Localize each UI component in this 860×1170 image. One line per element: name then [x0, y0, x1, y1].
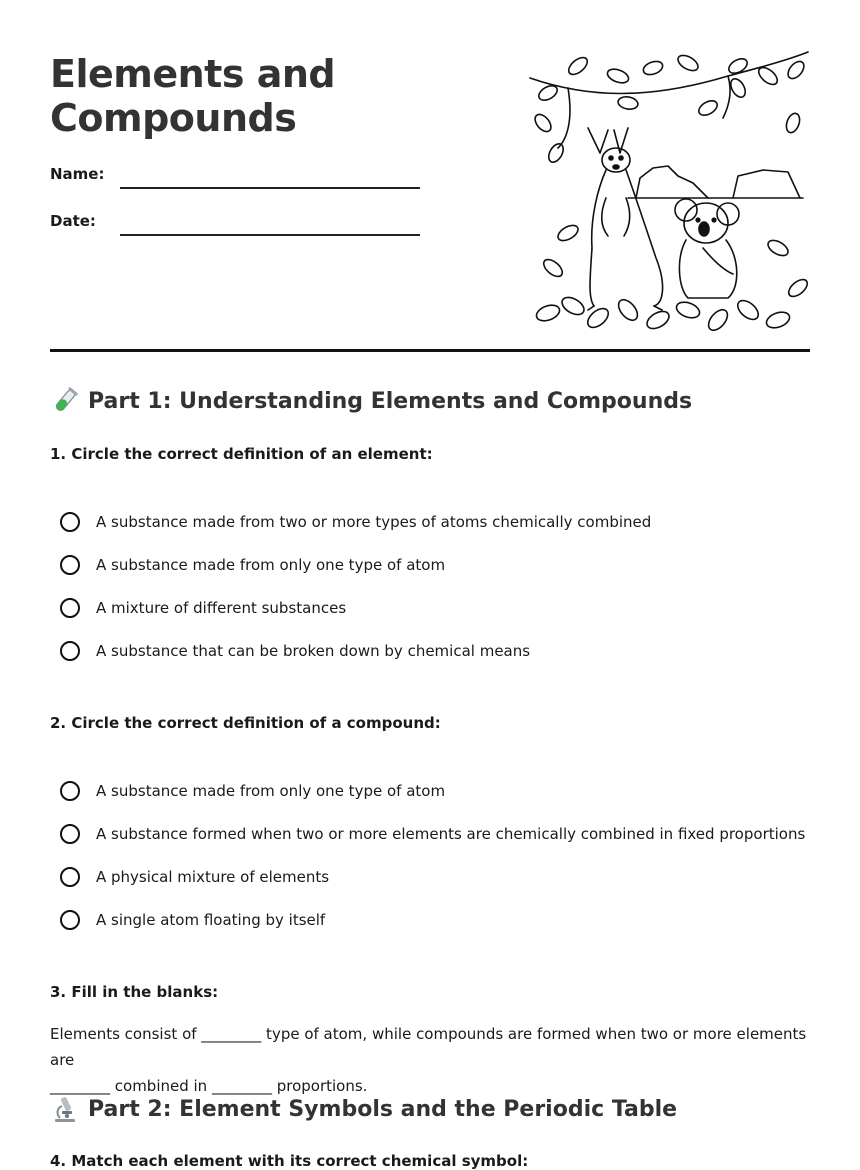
- option-text: A physical mixture of elements: [96, 868, 330, 886]
- answer-circle[interactable]: [60, 910, 80, 930]
- part1-heading-text: Part 1: Understanding Elements and Compounds: [88, 388, 693, 414]
- option-text: A single atom floating by itself: [96, 911, 326, 929]
- date-field[interactable]: [50, 212, 96, 230]
- header-divider: [50, 349, 810, 352]
- part2-heading-text: Part 2: Element Symbols and the Periodic Table: [88, 1096, 678, 1122]
- title-line-1: Elements and: [50, 52, 336, 96]
- q1-prompt: 1. Circle the correct definition of an element:: [50, 445, 433, 463]
- leaf-cluster-bottom: [534, 222, 810, 333]
- q2-option-1[interactable]: [60, 781, 445, 801]
- kangaroo: [588, 128, 663, 310]
- q4-prompt: 4. Match each element with its correct chemical symbol:: [50, 1152, 529, 1170]
- microscope-icon: [50, 1094, 80, 1124]
- q2-prompt: 2. Circle the correct definition of a compound:: [50, 714, 441, 732]
- option-text: A substance made from only one type of atom: [96, 556, 446, 574]
- answer-circle[interactable]: [60, 555, 80, 575]
- test-tube-icon: [50, 386, 80, 416]
- leaf-cluster-top: [532, 52, 807, 164]
- answer-circle[interactable]: [60, 781, 80, 801]
- q1-option-4[interactable]: [60, 641, 530, 661]
- answer-circle[interactable]: [60, 824, 80, 844]
- q1-option-3[interactable]: [60, 598, 346, 618]
- kangaroo-koala-illustration: [528, 48, 810, 334]
- q3-prompt: 3. Fill in the blanks:: [50, 983, 219, 1001]
- name-field[interactable]: [50, 165, 104, 183]
- title-line-2: Compounds: [50, 96, 297, 140]
- q2-option-2[interactable]: [60, 824, 805, 844]
- worksheet-title: [50, 52, 335, 140]
- option-text: A substance that can be broken down by chemical means: [96, 642, 531, 660]
- q1-option-2[interactable]: [60, 555, 445, 575]
- date-underline[interactable]: [120, 234, 420, 236]
- part1-heading: [50, 386, 692, 416]
- answer-circle[interactable]: [60, 512, 80, 532]
- part2-heading: [50, 1094, 677, 1124]
- q3-fill-in-text[interactable]: [50, 1021, 810, 1099]
- q1-option-1[interactable]: [60, 512, 651, 532]
- answer-circle[interactable]: [60, 598, 80, 618]
- q2-option-4[interactable]: [60, 910, 325, 930]
- option-text: A substance formed when two or more elements are chemically combined in fixed proportions: [96, 825, 806, 843]
- q3-line-1: Elements consist of ________ type of atom, while compounds are formed when two or more elements are: [50, 1025, 807, 1069]
- answer-circle[interactable]: [60, 867, 80, 887]
- name-underline[interactable]: [120, 187, 420, 189]
- option-text: A substance made from only one type of atom: [96, 782, 446, 800]
- q3-line-2: ________ combined in ________ proportions.: [50, 1077, 368, 1095]
- option-text: A substance made from two or more types of atoms chemically combined: [96, 513, 652, 531]
- koala: [675, 199, 739, 298]
- q2-option-3[interactable]: [60, 867, 329, 887]
- answer-circle[interactable]: [60, 641, 80, 661]
- option-text: A mixture of different substances: [96, 599, 347, 617]
- date-label: Date:: [50, 212, 96, 230]
- name-label: Name:: [50, 165, 105, 183]
